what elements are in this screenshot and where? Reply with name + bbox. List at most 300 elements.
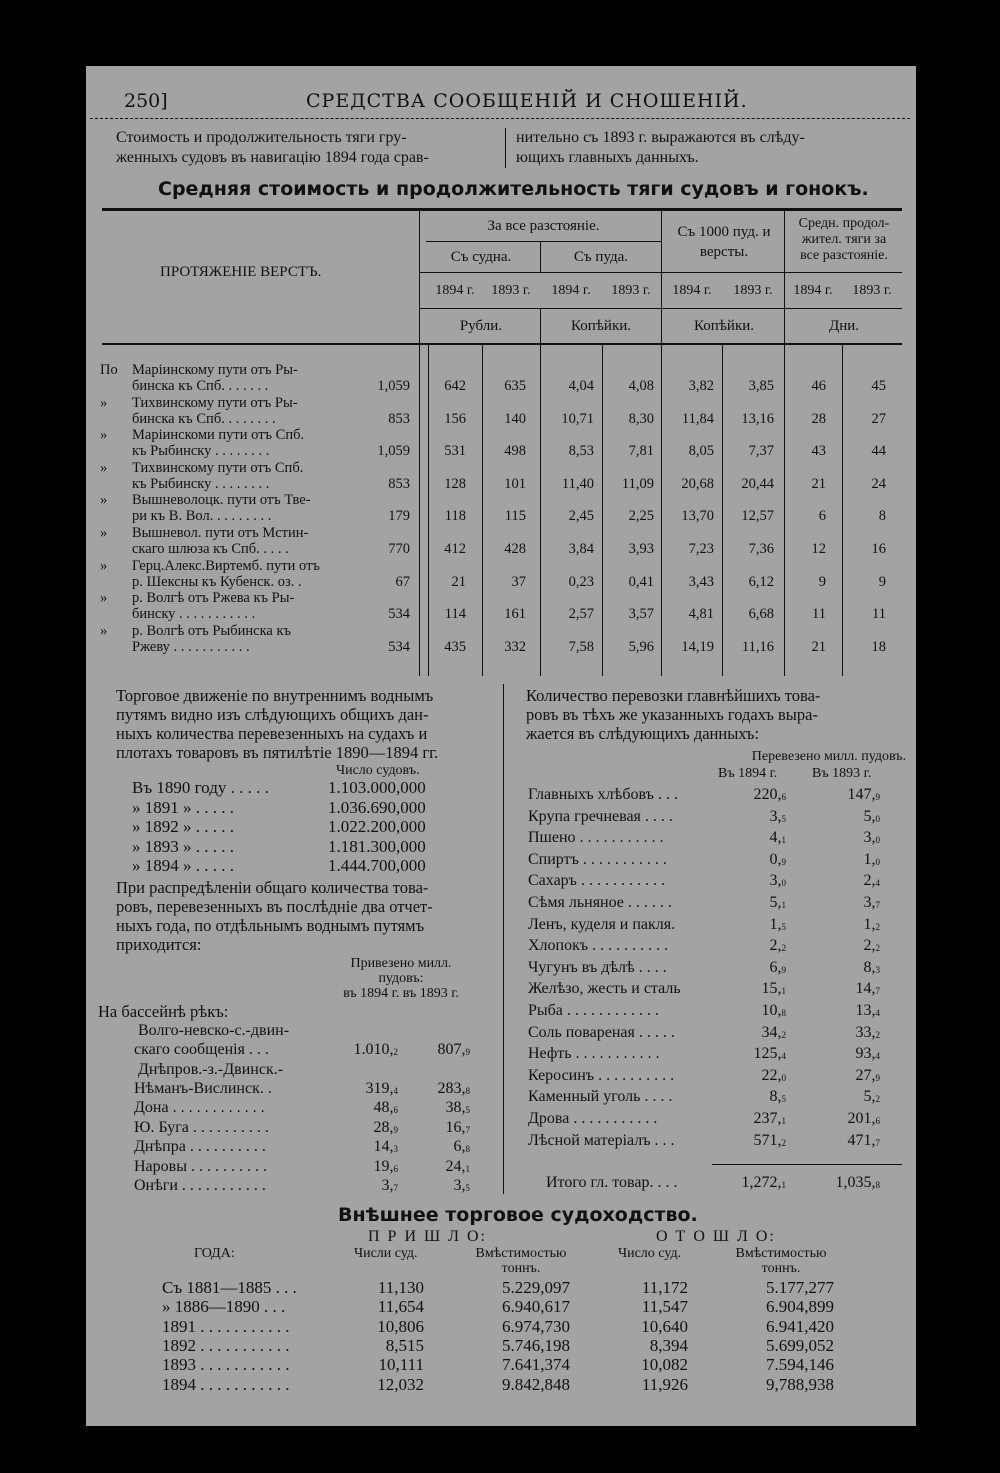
route-name: къ Рыбинску . . . . . . . . [132,475,270,492]
table1-heading: Средняя стоимость и продолжительность тяги судовъ и гонокъ. [158,178,869,200]
route-distance: 1,059 [377,378,410,394]
value-decimal: 2 [875,1094,880,1105]
table-cell: 21 [811,475,826,492]
route-name: Тихвинскому пути отъ Ры- [132,394,298,411]
basin-name: Ю. Буга . . . . . . . . . . [134,1118,269,1136]
table-cell: 5,96 [628,638,654,655]
table-cell: 16 [871,541,886,557]
value-int: 4, [769,829,782,847]
route-name: скаго шлюза къ Спб. . . . . [132,541,289,557]
text-line: Торговое движеніе по внутреннимъ воднымъ [116,686,434,705]
value-int: 13, [855,1002,876,1019]
route-name: бинска къ Спб. . . . . . . [132,378,269,394]
value-int: 283, [437,1079,466,1097]
table-cell: 28 [811,410,826,427]
year-header: 1893 г. [611,283,651,298]
page-number: 250] [124,90,168,112]
value-decimal: 9 [875,792,880,802]
value-decimal: 4 [875,878,880,889]
goods-1894 [706,872,786,890]
goods-name: Сахаръ . . . . . . . . . . . [528,872,665,890]
route-name: р. Волгѣ отъ Ржева къ Ры- [132,590,295,607]
value-decimal: 5 [781,1094,786,1105]
foreign-year: 1893 . . . . . . . . . . . [162,1355,290,1375]
header-line: Вмѣстимостью [475,1246,567,1261]
table-cell: 635 [504,378,526,394]
foreign-tons-departed: 5.177,277 [766,1278,834,1297]
goods-1893 [798,1045,880,1063]
foreign-tons-arrived: 6.974,730 [502,1316,570,1336]
route-distance: 534 [388,606,410,623]
foreign-tons-arrived: 5.746,198 [502,1335,570,1355]
table-cell: 0,41 [628,573,654,590]
value-int: 3, [769,807,782,825]
value-int: 471, [847,1131,876,1149]
value-decimal: 6 [393,1105,398,1115]
table-cell: 7,23 [688,541,714,557]
intro-left [116,128,429,168]
table-cell: 118 [444,508,466,525]
route-name: къ Рыбинску . . . . . . . . [132,443,270,460]
value-decimal: 4 [393,1085,398,1096]
year-header: 1894 г. [672,283,712,298]
value-decimal: 0 [875,813,880,824]
unit-header: Дни. [828,318,860,334]
basin-1893 [393,1041,470,1059]
value-int: 5, [769,894,782,911]
value-decimal: 5 [781,921,786,932]
route-header: ПРОТЯЖЕНІЕ ВЕРСТЪ. [160,264,322,280]
value-decimal: 3 [875,964,880,975]
foreign-tons-departed: 7.594,146 [766,1355,834,1375]
goods-name: Желѣзо, жесть и сталь [528,980,681,998]
value-decimal: 0 [875,856,880,867]
ships-year: Въ 1890 году . . . . . [132,778,269,797]
value-decimal: 5 [465,1105,470,1115]
table-cell: 24 [871,475,886,492]
value-decimal: 4 [875,1051,880,1062]
head-bottom-rule [102,343,902,345]
value-int: 5, [863,1088,876,1106]
basin-name: Днѣпров.-з.-Двинск.- [138,1060,284,1078]
goods-1893 [798,894,880,912]
goods-header: Перевезено милл. пудовъ. [751,749,906,764]
table-cell: 11,84 [681,410,714,427]
header-line: пудовъ: [378,971,424,986]
table-cell: 498 [504,443,526,460]
value-decimal: 8 [465,1085,470,1096]
header-line: Вмѣстимостью [735,1246,827,1261]
table-cell: 9 [878,573,886,590]
goods-name: Керосинъ . . . . . . . . . . [528,1066,675,1084]
table-cell: 435 [444,638,466,655]
table-cell: 12,57 [741,508,774,525]
goods-1893 [798,1088,880,1106]
row-prefix: » [100,492,108,509]
row-prefix: » [100,525,108,541]
goods-name: Соль повареная . . . . . [528,1023,675,1041]
value-decimal: 9 [875,1072,880,1083]
value-int: 16, [445,1118,466,1136]
basin-1894 [316,1177,398,1195]
intro-left-line: Стоимость и продолжительность тяги гру- [116,129,407,146]
goods-year-header: Въ 1894 г. [718,766,778,781]
intro-left-line: женныхъ судовъ въ навигацію 1894 года срав- [116,149,429,166]
value-int: 3, [769,872,782,890]
value-decimal: 7 [465,1124,470,1135]
intro-right [516,128,805,168]
value-int: 6, [453,1138,466,1155]
row-prefix: » [100,590,108,607]
years-header: ГОДА: [194,1246,235,1261]
route-name: ри къ В. Вол. . . . . . . . . [132,508,272,525]
col-header: Числи суд. [354,1246,418,1261]
value-int: 2, [769,937,782,955]
value-int: 1,272, [741,1174,782,1191]
route-name: Маріинскоми пути отъ Спб. [132,427,305,444]
value-decimal: 2 [781,1029,786,1040]
basin-name: Волго-невско-с.-двин- [138,1022,290,1039]
goods-1893 [798,937,880,955]
header-line: въ 1894 г. въ 1893 г. [343,986,459,1001]
table-cell: 11,16 [741,638,774,655]
table-cell: 9 [818,573,826,590]
right-paragraph [526,686,820,743]
table-cell: 14,19 [681,638,714,655]
foreign-ships-departed: 8,394 [649,1335,688,1355]
goods-1893 [798,872,880,890]
goods-1893 [798,980,880,998]
table-cell: 2,25 [628,508,654,525]
goods-1894 [706,1132,786,1150]
foreign-ships-departed: 11,547 [641,1297,688,1317]
page [86,66,916,1426]
route-name: р. Шексны къ Кубенск. оз. . [132,573,302,590]
goods-1894 [706,1002,786,1020]
text-line: приходится: [116,935,202,954]
value-int: 807, [437,1041,466,1058]
route-name: Маріинскому пути отъ Ры- [132,362,298,378]
table-cell: 11 [872,606,886,623]
basin-1893 [393,1099,470,1117]
table-cell: 3,93 [628,541,654,557]
value-decimal: 9 [781,856,786,867]
goods-total-1893 [798,1174,880,1192]
value-int: 1,035, [835,1174,876,1191]
foreign-heading: Внѣшнее торговое судоходство. [338,1204,698,1226]
table-cell: 27 [871,410,886,427]
route-distance: 179 [388,508,410,525]
goods-1894 [706,937,786,955]
table-cell: 13,70 [681,508,714,525]
table-cell: 101 [504,475,526,492]
goods-1893 [798,1024,880,1042]
col-header [716,1246,846,1276]
goods-name: Чугунъ въ дѣлѣ . . . . [528,958,667,976]
row-prefix: » [100,557,108,574]
goods-1893 [798,808,880,826]
ships-year: » 1891 » . . . . . [132,797,234,817]
goods-1894 [706,808,786,826]
ships-value: 1.036.690,000 [328,797,426,817]
basin-name: скаго сообщенія . . . [134,1041,269,1058]
basins-header [316,956,486,1001]
text-line: плотахъ товаровъ въ пятилѣтіе 1890—1894 гг. [116,743,439,762]
value-decimal: 6 [393,1163,398,1174]
table-cell: 7,81 [628,443,654,460]
table-cell: 2,57 [568,606,594,623]
row-prefix: » [100,622,108,639]
goods-1893 [798,829,880,847]
goods-name: Лѣсной матеріалъ . . . [528,1131,675,1149]
value-decimal: 9 [393,1124,398,1135]
table-cell: 4,08 [628,378,654,394]
foreign-ships-arrived: 8,515 [385,1335,424,1355]
goods-name: Дрова . . . . . . . . . . . [528,1110,658,1127]
table-cell: 20,68 [681,475,714,492]
value-int: 3, [453,1177,466,1194]
value-int: 28, [373,1118,394,1136]
value-int: 319, [365,1079,394,1097]
unit-header: Рубли. [459,318,503,334]
ships-year: » 1893 » . . . . . [132,836,234,856]
value-decimal: 2 [781,1137,786,1148]
goods-1894 [706,1024,786,1042]
route-name: Ржеву . . . . . . . . . . . [132,638,250,655]
header-line: Привезено милл. [350,956,452,971]
value-int: 147, [847,786,876,803]
year-header: 1893 г. [733,283,773,298]
table-cell: 128 [444,475,466,492]
table-cell: 2,45 [568,508,594,525]
text-line: При распредѣленіи общаго количества това- [116,878,429,897]
table-cell: 6 [818,508,826,525]
foreign-tons-arrived: 9.842,848 [502,1374,570,1394]
value-decimal: 8 [781,1008,786,1018]
basin-1894 [316,1158,398,1176]
foreign-tons-departed: 6.904,899 [766,1297,834,1317]
route-name: Вышневол. пути отъ Мстин- [132,525,309,541]
value-decimal: 7 [393,1183,398,1193]
table-cell: 531 [444,443,466,460]
foreign-tons-arrived: 5.229,097 [502,1278,570,1297]
col-header: Число суд. [618,1246,682,1261]
foreign-year: 1891 . . . . . . . . . . . [162,1316,290,1336]
foreign-tons-arrived: 6.940,617 [502,1297,570,1317]
text-line: ровъ, перевезенныхъ въ послѣдніе два отчет- [116,897,433,916]
goods-1894 [706,980,786,998]
unit-header: Копѣйки. [570,318,632,334]
table-cell: 11,40 [561,475,594,492]
value-int: 1, [769,915,782,933]
foreign-ships-departed: 11,172 [641,1278,688,1297]
route-name: Вышневолоцк. пути отъ Тве- [132,492,311,509]
value-int: 8, [769,1088,782,1106]
goods-1894 [706,786,786,804]
value-decimal: 1 [781,986,786,997]
goods-1894 [706,894,786,912]
head-rule [419,272,902,273]
value-int: 237, [753,1110,782,1127]
value-decimal: 6 [875,1116,880,1126]
year-header: 1894 г. [435,283,475,298]
table-cell: 18 [871,638,886,655]
basin-1893 [393,1157,470,1176]
intro-divider [505,128,506,168]
route-distance: 1,059 [377,443,410,460]
route-distance: 853 [388,410,410,427]
ships-value: 1.444.700,000 [328,856,426,875]
value-decimal: 0 [781,1072,786,1083]
value-decimal: 2 [875,921,880,932]
text-line: ровъ въ тѣхъ же указанныхъ годахъ выра- [526,705,818,724]
per-pood-header: Съ пуда. [573,249,629,265]
value-int: 34, [761,1023,782,1041]
value-int: 6, [769,958,782,976]
value-int: 571, [753,1131,782,1149]
foreign-tons-departed: 9,788,938 [766,1374,834,1394]
basin-1894 [316,1119,398,1137]
table-cell: 0,23 [568,573,594,590]
goods-1893 [798,786,880,804]
table-cell: 412 [444,541,466,557]
value-int: 19, [373,1157,394,1175]
value-int: 38, [445,1099,466,1116]
value-int: 3, [863,894,876,911]
table-cell: 428 [504,541,526,557]
table-cell: 7,58 [568,638,594,655]
table-cell: 44 [871,443,886,460]
goods-1893 [798,851,880,869]
header-rule [90,118,910,120]
basin-1894 [316,1138,398,1156]
goods-1893 [798,959,880,977]
total-rule [712,1164,902,1165]
basin-1894 [316,1099,398,1117]
head-col-rule [540,308,541,343]
value-int: 3, [381,1177,394,1194]
foreign-ships-departed: 10,640 [641,1316,688,1336]
value-int: 3, [863,829,876,847]
value-decimal: 1 [781,900,786,910]
value-decimal: 6 [781,792,786,802]
table-cell: 12 [811,541,826,557]
table-cell: 7,36 [748,541,774,557]
route-name: Тихвинскому пути отъ Спб. [132,459,304,476]
head-rule [419,308,902,309]
text-line: путямъ видно изъ слѣдующихъ общихъ дан- [116,705,429,724]
goods-name: Хлопокъ . . . . . . . . . . [528,937,669,955]
basin-1894 [316,1041,398,1059]
year-header: 1893 г. [852,283,892,298]
left-paragraph-2 [116,878,433,954]
header-line: тоннъ. [501,1261,541,1276]
value-decimal: 5 [781,813,786,824]
table-cell: 642 [444,378,466,394]
goods-name: Рыба . . . . . . . . . . . . [528,1002,659,1019]
intro-right-line: ющихъ главныхъ данныхъ. [516,149,699,166]
value-int: 1, [863,915,876,933]
ships-value: 1.022.200,000 [328,817,426,836]
table-cell: 4,81 [688,606,714,623]
goods-name: Главныхъ хлѣбовъ . . . [528,786,678,803]
value-decimal: 7 [875,900,880,910]
foreign-ships-departed: 11,926 [641,1374,688,1394]
table-cell: 6,12 [748,573,774,590]
goods-1894 [706,959,786,977]
value-int: 93, [855,1045,876,1063]
table-cell: 11 [812,606,826,623]
row-prefix: » [100,394,108,411]
value-int: 220, [753,786,782,803]
foreign-ships-arrived: 10,111 [378,1355,424,1375]
table-cell: 161 [504,606,526,623]
row-prefix: По [100,362,118,378]
value-decimal: 9 [465,1047,470,1057]
basin-1893 [393,1118,470,1137]
foreign-ships-arrived: 11,130 [377,1278,424,1297]
value-decimal: 5 [465,1183,470,1193]
basins-title: На бассейнѣ рѣкъ: [98,1002,229,1021]
route-distance: 67 [395,573,410,590]
value-decimal: 4 [781,1051,786,1062]
value-int: 22, [761,1066,782,1084]
goods-1894 [706,1110,786,1128]
basin-name: Днѣпра . . . . . . . . . . [134,1138,266,1155]
table-cell: 114 [444,606,466,623]
basin-name: Нѣманъ-Вислинск. . [134,1079,272,1097]
value-int: 0, [769,850,782,868]
route-name: бинску . . . . . . . . . . . [132,606,256,623]
row-prefix: » [100,427,108,444]
basin-1893 [393,1177,470,1195]
goods-total-1894 [706,1174,786,1192]
table-cell: 115 [504,508,526,525]
text-line: Количество перевозки главнѣйшихъ това- [526,686,821,705]
value-int: 5, [863,807,876,825]
value-int: 8, [863,958,876,976]
table-cell: 37 [511,573,526,590]
foreign-year: » 1886—1890 . . . [162,1297,286,1317]
basin-1893 [393,1138,470,1156]
header-line: Средн. продол- [798,216,890,231]
value-decimal: 1 [465,1163,470,1174]
value-decimal: 1 [781,1180,786,1190]
basin-name: Онѣги . . . . . . . . . . . [134,1177,266,1194]
value-decimal: 1 [781,835,786,846]
text-line: ныхъ года, по отдѣльнымъ воднымъ путямъ [116,916,425,935]
goods-name: Нефть . . . . . . . . . . . [528,1045,660,1063]
goods-1893 [798,1110,880,1128]
goods-1894 [706,1045,786,1063]
foreign-ships-departed: 10,082 [641,1355,688,1375]
value-int: 14, [373,1138,394,1155]
left-paragraph-1 [116,686,438,762]
foreign-tons-departed: 5.699,052 [766,1335,834,1355]
goods-name: Крупа гречневая . . . . [528,807,673,825]
header-line: жител. тяги за [801,232,887,247]
value-decimal: 3 [393,1144,398,1154]
value-int: 24, [445,1157,466,1175]
value-decimal: 8 [875,1180,880,1190]
table-cell: 13,16 [741,410,774,427]
route-name: бинска къ Спб. . . . . . . . [132,410,276,427]
header-line: Съ 1000 пуд. и [677,224,771,240]
goods-1893 [798,1132,880,1150]
goods-name: Сѣмя льняное . . . . . . [528,894,672,911]
value-decimal: 8 [465,1144,470,1154]
goods-1893 [798,1002,880,1020]
